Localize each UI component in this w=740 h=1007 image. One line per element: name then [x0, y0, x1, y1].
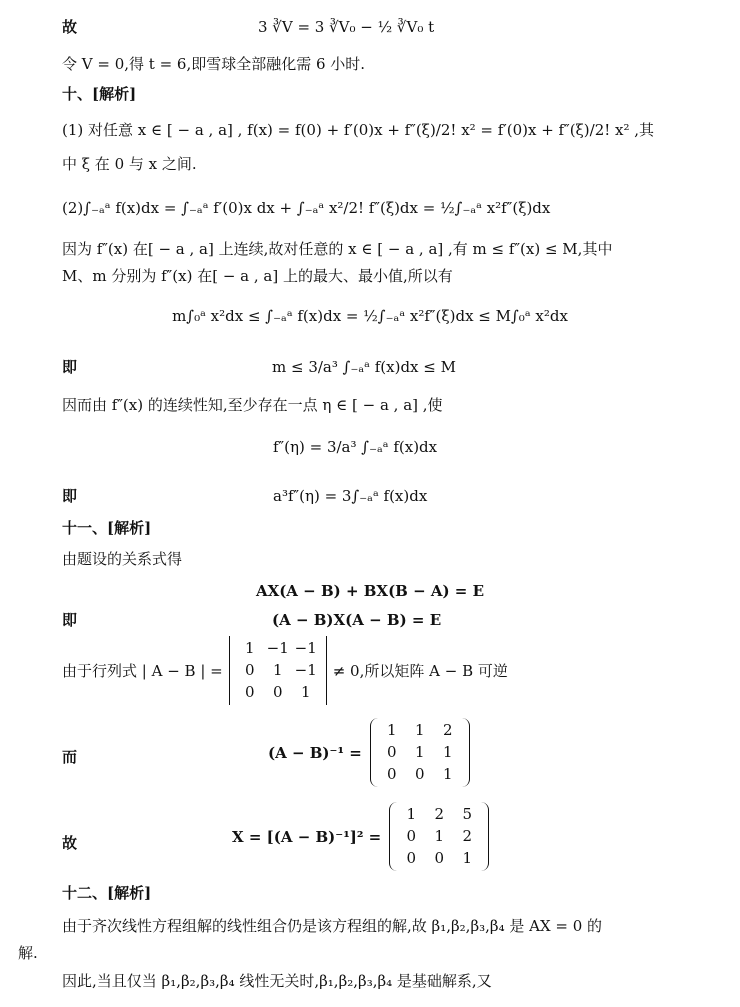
- inverse-lhs: (A − B)⁻¹ =: [268, 743, 362, 762]
- inverse-row: [268, 718, 470, 787]
- equation-final-10: a³f″(η) = 3∫₋ₐᵃ f(x)dx: [273, 487, 428, 505]
- equation-inequality-chain: m∫₀ᵃ x²dx ≤ ∫₋ₐᵃ f(x)dx = ½∫₋ₐᵃ x²f″(ξ)dx ≤ M∫₀ᵃ x²dx: [172, 307, 568, 325]
- equation-eta: f″(η) = 3/a³ ∫₋ₐᵃ f(x)dx: [273, 438, 438, 456]
- equation-matrix-relation: AX(A − B) + BX(B − A) = E: [255, 582, 485, 600]
- determinant-row: [62, 636, 508, 705]
- det-cell: 1: [272, 660, 283, 679]
- determinant-matrix: [229, 636, 327, 705]
- inv-cell: 1: [443, 742, 453, 761]
- paragraph-basis: 因此,当且仅当 β₁,β₂,β₃,β₄ 线性无关时,β₁,β₂,β₃,β₄ 是基础解系,又: [62, 972, 492, 990]
- det-cell: 0: [244, 682, 255, 701]
- det-cell: −1: [294, 639, 317, 657]
- x-row: [232, 802, 489, 871]
- x-lhs: X = [(A − B)⁻¹]² =: [232, 827, 382, 846]
- x-cell: 1: [462, 848, 472, 867]
- section-heading-11: 十一、[解析]: [62, 519, 152, 537]
- x-cell: 2: [462, 826, 472, 845]
- paragraph-homogeneous-2: 解.: [18, 944, 38, 962]
- det-cell: 1: [244, 639, 255, 657]
- inverse-matrix: [370, 718, 470, 787]
- label-ji-3: 即: [62, 611, 78, 629]
- equation-cube-root: 3 ∛V = 3 ∛V₀ − ½ ∛V₀ t: [258, 18, 435, 36]
- equation-integral-split: (2)∫₋ₐᵃ f(x)dx = ∫₋ₐᵃ f′(0)x dx + ∫₋ₐᵃ x²/2! f″(ξ)dx = ½∫₋ₐᵃ x²f″(ξ)dx: [62, 199, 551, 217]
- x-cell: 0: [406, 848, 416, 867]
- determinant-suffix: ≠ 0,所以矩阵 A − B 可逆: [332, 661, 508, 680]
- equation-ji-3: (A − B)X(A − B) = E: [272, 611, 442, 629]
- inv-cell: 1: [443, 764, 453, 783]
- equation-bounds: m ≤ 3/a³ ∫₋ₐᵃ f(x)dx ≤ M: [272, 358, 456, 376]
- det-cell: −1: [266, 639, 289, 657]
- paragraph-taylor-2: 中 ξ 在 0 与 x 之间.: [62, 155, 197, 173]
- inv-cell: 2: [443, 721, 453, 739]
- section-heading-10: 十、[解析]: [62, 85, 137, 103]
- inv-cell: 0: [387, 742, 397, 761]
- section-heading-12: 十二、[解析]: [62, 884, 152, 902]
- label-ji-2: 即: [62, 487, 78, 505]
- paragraph-given: 由题设的关系式得: [62, 550, 183, 568]
- x-cell: 0: [434, 848, 444, 867]
- label-gu-2: 故: [62, 834, 78, 852]
- determinant-prefix: 由于行列式 | A − B | =: [62, 661, 223, 680]
- paragraph-existence: 因而由 f″(x) 的连续性知,至少存在一点 η ∈ [ − a , a] ,使: [62, 396, 443, 414]
- paragraph-homogeneous-1: 由于齐次线性方程组解的线性组合仍是该方程组的解,故 β₁,β₂,β₃,β₄ 是 AX = 0 的: [62, 917, 603, 935]
- det-cell: 0: [272, 682, 283, 701]
- inv-cell: 1: [415, 721, 425, 739]
- label-gu-1: 故: [62, 18, 78, 36]
- paragraph-continuity-2: M、m 分别为 f″(x) 在[ − a , a] 上的最大、最小值,所以有: [62, 267, 453, 285]
- paragraph-taylor-1: (1) 对任意 x ∈ [ − a , a] , f(x) = f(0) + f′(0)x + f″(ξ)/2! x² = f′(0)x + f″(ξ)/2! x² ,其: [62, 121, 655, 139]
- inv-cell: 1: [387, 721, 397, 739]
- label-ji-1: 即: [62, 358, 78, 376]
- x-cell: 5: [462, 805, 472, 823]
- x-cell: 1: [406, 805, 416, 823]
- x-matrix: [389, 802, 489, 871]
- x-cell: 1: [434, 826, 444, 845]
- x-cell: 2: [434, 805, 444, 823]
- paragraph-continuity-1: 因为 f″(x) 在[ − a , a] 上连续,故对任意的 x ∈ [ − a , a] ,有 m ≤ f″(x) ≤ M,其中: [62, 240, 613, 258]
- x-cell: 0: [406, 826, 416, 845]
- det-cell: −1: [294, 660, 317, 679]
- inv-cell: 1: [415, 742, 425, 761]
- det-cell: 1: [300, 682, 311, 701]
- melting-conclusion: 令 V = 0,得 t = 6,即雪球全部融化需 6 小时.: [62, 55, 366, 73]
- label-er: 而: [62, 748, 78, 766]
- inv-cell: 0: [387, 764, 397, 783]
- inv-cell: 0: [415, 764, 425, 783]
- det-cell: 0: [244, 660, 255, 679]
